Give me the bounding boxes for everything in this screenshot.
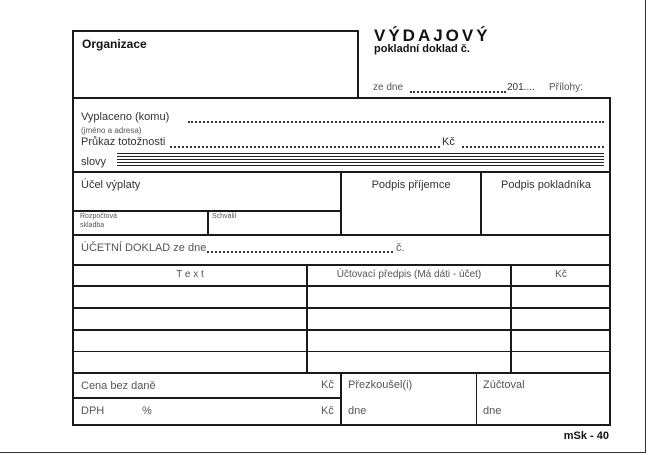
accounting-doc-label: ÚČETNÍ DOKLAD ze dne <box>81 242 207 254</box>
form-code: mSk - 40 <box>563 430 609 442</box>
table-row <box>74 287 609 307</box>
accounting-number-suffix: č. <box>396 242 405 254</box>
recipient-signature-field[interactable] <box>342 195 480 235</box>
paid-to-field[interactable] <box>188 121 604 123</box>
table-cell-amount[interactable] <box>512 331 609 351</box>
table-cell-text[interactable] <box>74 309 306 329</box>
budget-label-2: skladba <box>80 222 105 229</box>
checked-by-label: Přezkoušel(i) <box>348 379 413 391</box>
table-row <box>74 309 609 329</box>
paid-to-label: Vyplaceno (komu) <box>81 111 170 123</box>
year-prefix: 201.... <box>507 82 535 93</box>
approved-label: Schválil <box>212 213 237 220</box>
doc-subtitle: pokladní doklad č. <box>374 43 470 55</box>
table-header-text: T e x t <box>176 269 204 280</box>
table-cell-posting[interactable] <box>308 287 510 307</box>
table-cell-posting[interactable] <box>308 309 510 329</box>
table-row <box>74 331 609 351</box>
price-excl-vat-label: Cena bez daně <box>81 380 156 392</box>
date-field[interactable] <box>410 91 506 93</box>
divider-accounting-top <box>72 234 611 236</box>
accounting-date-field[interactable] <box>207 251 393 253</box>
id-card-field[interactable] <box>170 146 440 148</box>
checked-date-label: dne <box>348 405 367 417</box>
recipient-signature-label: Podpis příjemce <box>371 179 451 191</box>
table-cell-posting[interactable] <box>308 352 510 372</box>
table-row <box>74 352 609 372</box>
cashier-signature-field[interactable] <box>482 195 610 235</box>
table-cell-text[interactable] <box>74 352 306 372</box>
organization-label: Organizace <box>82 37 147 51</box>
table-cell-posting[interactable] <box>308 331 510 351</box>
table-cell-amount[interactable] <box>512 352 609 372</box>
name-address-hint: (jméno a adresa) <box>81 126 142 135</box>
doc-title: VÝDAJOVÝ <box>374 26 491 45</box>
divider-posted-left <box>476 372 477 425</box>
table-header-posting: Účtovací předpis (Má dáti - účet) <box>336 269 482 280</box>
vat-percent-label: % <box>142 405 152 417</box>
price-currency-label: Kč <box>321 379 334 391</box>
purpose-label: Účel výplaty <box>81 179 141 191</box>
cashier-signature-label: Podpis pokladníka <box>501 179 591 191</box>
table-cell-amount[interactable] <box>512 287 609 307</box>
attachments-label: Přílohy: <box>549 82 583 93</box>
page-edge-right <box>645 0 646 452</box>
table-cell-text[interactable] <box>74 287 306 307</box>
table-top <box>72 264 611 266</box>
posted-date-label: dne <box>483 405 502 417</box>
date-prefix: ze dne <box>373 82 404 93</box>
divider-approved-left <box>207 210 209 235</box>
table-cell-text[interactable] <box>74 331 306 351</box>
amount-field[interactable] <box>462 146 604 148</box>
id-card-label: Průkaz totožnosti <box>81 136 166 148</box>
vat-label: DPH <box>81 405 105 417</box>
posted-by-label: Zúčtoval <box>483 379 525 391</box>
in-words-label: slovy <box>81 156 107 168</box>
table-header-amount: Kč <box>555 269 567 280</box>
divider-vat-top <box>72 397 341 399</box>
table-cell-amount[interactable] <box>512 309 609 329</box>
budget-label-1: Rozpočtová <box>80 213 117 220</box>
vat-currency-label: Kč <box>321 405 334 417</box>
in-words-field[interactable] <box>117 153 604 168</box>
page-edge-bottom <box>0 452 646 453</box>
amount-currency-label: Kč <box>442 136 455 148</box>
